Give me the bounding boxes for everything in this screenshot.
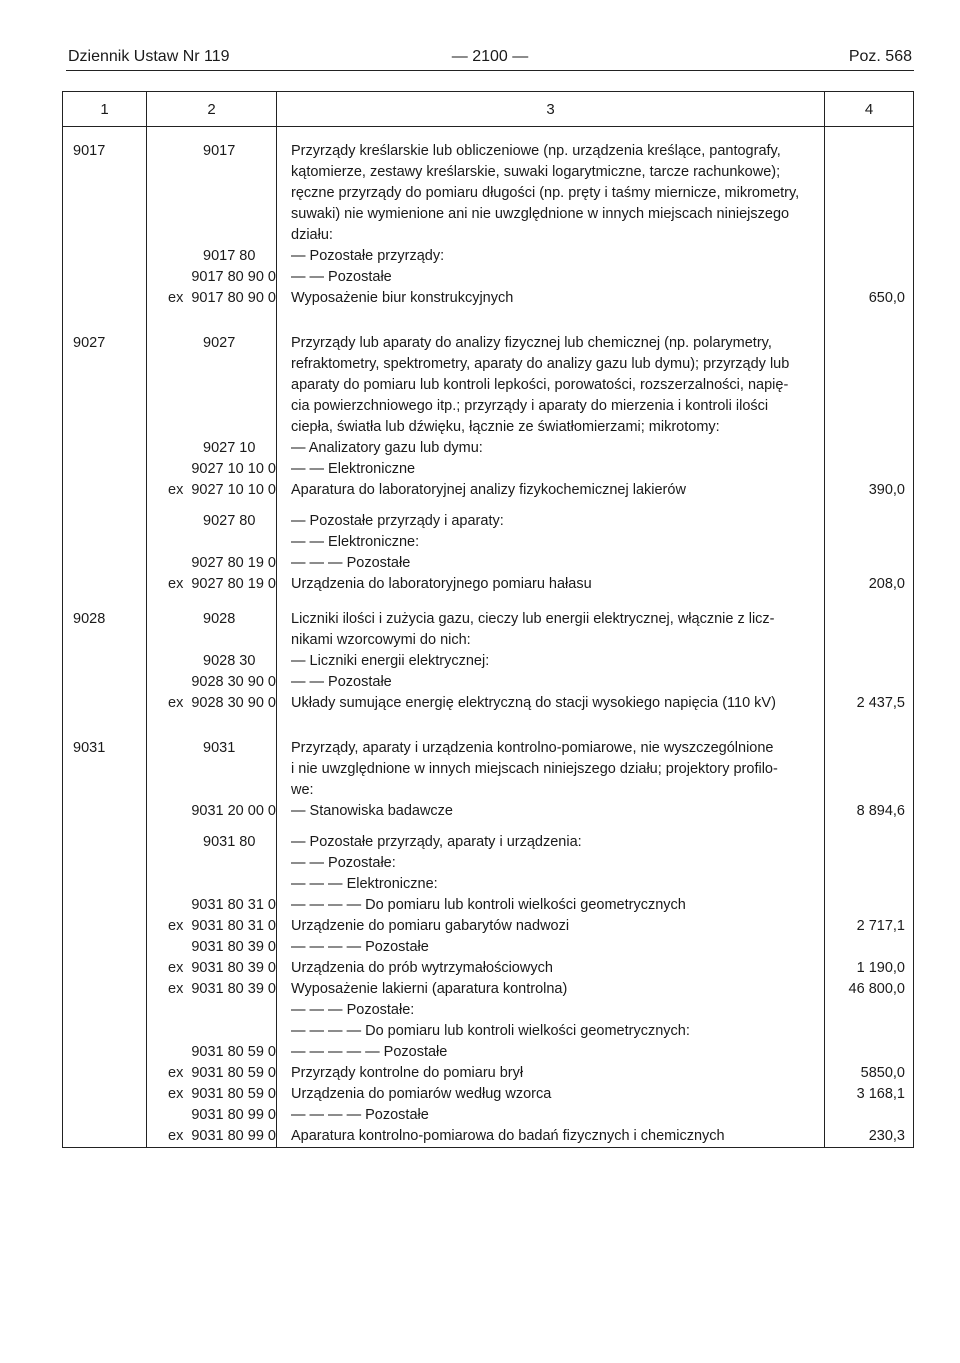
code-cell xyxy=(147,832,277,937)
heading-number: 9031 xyxy=(73,740,106,756)
ex-marker: ex xyxy=(168,1128,184,1144)
heading-number xyxy=(73,832,146,853)
code-cell xyxy=(147,511,277,595)
description-line: — — — — — Pozostałe xyxy=(291,1044,448,1060)
description-line: — — Pozostałe xyxy=(291,269,392,285)
ex-marker xyxy=(147,141,203,162)
code-line xyxy=(147,553,276,574)
table-group xyxy=(63,127,914,320)
description-line: we: xyxy=(291,782,314,798)
ex-marker xyxy=(147,333,203,354)
heading-cell xyxy=(63,319,147,511)
description-line: ręczne przyrządy do pomiaru długości (np. pręty i taśmy miernicze, mikrometry, xyxy=(291,185,800,201)
ex-marker xyxy=(147,895,191,916)
code-cell xyxy=(147,127,277,320)
description-line: Urządzenia do laboratoryjnego pomiaru hałasu xyxy=(291,576,592,592)
tariff-code: 9031 80 99 0 xyxy=(191,1107,276,1123)
rate-value xyxy=(825,204,905,225)
code-line xyxy=(147,1126,276,1147)
description-cell xyxy=(277,832,825,937)
ex-marker xyxy=(147,780,203,801)
tariff-code xyxy=(203,162,276,183)
ex-marker: ex xyxy=(168,482,184,498)
description-line: Aparatura kontrolno-pomiarowa do badań fizycznych i chemicznych xyxy=(291,1128,725,1144)
tariff-code xyxy=(203,183,276,204)
description-line: — — Pozostałe: xyxy=(291,855,396,871)
rate-cell xyxy=(825,511,914,595)
code-line xyxy=(147,672,276,693)
ex-marker xyxy=(147,801,191,822)
rate-value xyxy=(825,183,905,204)
description-cell xyxy=(277,1000,825,1084)
code-line xyxy=(147,417,276,438)
code-line xyxy=(147,630,276,651)
ex-marker xyxy=(147,651,203,672)
description-line: — — — Pozostałe xyxy=(291,555,411,571)
ex-marker xyxy=(147,162,203,183)
rate-value xyxy=(825,1042,905,1063)
tariff-code: 9031 80 39 0 xyxy=(191,960,276,976)
description-line: — — Pozostałe xyxy=(291,674,392,690)
ex-marker: ex xyxy=(168,918,184,934)
description-line: — Analizatory gazu lub dymu: xyxy=(291,440,483,456)
tariff-code: 9027 xyxy=(203,335,236,351)
code-line xyxy=(147,609,276,630)
rate-cell xyxy=(825,127,914,320)
code-line xyxy=(147,459,276,480)
rate-cell xyxy=(825,319,914,511)
description-line: aparaty do pomiaru lub kontroli lepkości, porowatości, rozszerzalności, napię- xyxy=(291,377,789,393)
heading-number xyxy=(73,937,146,958)
tariff-code: 9027 10 10 0 xyxy=(191,461,276,477)
ex-marker xyxy=(147,438,203,459)
tariff-code: 9031 80 31 0 xyxy=(191,918,276,934)
heading-cell xyxy=(63,979,147,1000)
code-cell xyxy=(147,979,277,1000)
rate-value xyxy=(825,630,905,651)
code-cell xyxy=(147,319,277,511)
table-group xyxy=(63,1105,914,1148)
rate-value xyxy=(825,874,905,895)
description-line: — — Elektroniczne: xyxy=(291,534,420,550)
ex-marker: ex xyxy=(168,290,184,306)
rate-value xyxy=(825,895,905,916)
tariff-table xyxy=(62,91,914,1148)
tariff-code xyxy=(203,1000,276,1021)
description-cell xyxy=(277,1084,825,1105)
code-line xyxy=(147,832,276,853)
journal-title: Dziennik Ustaw Nr 119 xyxy=(68,48,230,65)
rate-value xyxy=(825,1000,905,1021)
tariff-code xyxy=(203,759,276,780)
code-line xyxy=(147,333,276,354)
code-line xyxy=(147,480,276,501)
code-line xyxy=(147,853,276,874)
code-line xyxy=(147,958,276,979)
rate-value xyxy=(825,853,905,874)
heading-number xyxy=(73,1084,146,1105)
rate-value: 1 190,0 xyxy=(856,960,905,976)
ex-marker xyxy=(147,738,203,759)
ex-marker xyxy=(147,672,191,693)
rate-value xyxy=(825,162,905,183)
description-cell xyxy=(277,1105,825,1148)
rate-value xyxy=(825,553,905,574)
code-line xyxy=(147,162,276,183)
rate-value: 650,0 xyxy=(868,290,905,306)
rate-value xyxy=(825,333,905,354)
ex-marker xyxy=(147,1105,191,1126)
rate-cell xyxy=(825,1105,914,1148)
description-cell xyxy=(277,937,825,979)
table-group xyxy=(63,1084,914,1105)
ex-marker xyxy=(147,532,203,553)
rate-cell xyxy=(825,937,914,979)
ex-marker: ex xyxy=(168,981,184,997)
ex-marker xyxy=(147,832,203,853)
description-line: — — Elektroniczne xyxy=(291,461,416,477)
tariff-code: 9017 80 xyxy=(203,248,256,264)
code-line xyxy=(147,574,276,595)
tariff-code xyxy=(203,780,276,801)
column-header-row xyxy=(63,92,914,127)
code-line xyxy=(147,651,276,672)
rate-value xyxy=(825,1105,905,1126)
tariff-code: 9028 30 90 0 xyxy=(191,674,276,690)
table-group xyxy=(63,937,914,979)
code-line xyxy=(147,511,276,532)
tariff-code xyxy=(203,532,276,553)
ex-marker xyxy=(147,225,203,246)
heading-cell xyxy=(63,937,147,979)
heading-number xyxy=(73,979,146,1000)
rate-value: 230,3 xyxy=(868,1128,905,1144)
code-line xyxy=(147,532,276,553)
rate-value xyxy=(825,937,905,958)
tariff-code xyxy=(203,853,276,874)
description-line: Przyrządy kreślarskie lub obliczeniowe (np. urządzenia kreślące, pantografy, xyxy=(291,143,781,159)
tariff-code xyxy=(203,225,276,246)
ex-marker xyxy=(147,417,203,438)
description-line: refraktometry, spektrometry, aparaty do analizy gazu lub dymu); przyrządy lub xyxy=(291,356,790,372)
rate-value xyxy=(825,396,905,417)
tariff-code: 9027 10 10 0 xyxy=(191,482,276,498)
description-line: — — — — Do pomiaru lub kontroli wielkości geometrycznych: xyxy=(291,1023,690,1039)
code-line xyxy=(147,1063,276,1084)
code-line xyxy=(147,1021,276,1042)
rate-value xyxy=(825,246,905,267)
rate-value xyxy=(825,459,905,480)
column-header-3: 3 xyxy=(277,92,825,127)
ex-marker xyxy=(147,354,203,375)
rate-value: 8 894,6 xyxy=(856,803,905,819)
rate-value: 208,0 xyxy=(868,576,905,592)
tariff-code: 9031 80 59 0 xyxy=(191,1086,276,1102)
description-line: działu: xyxy=(291,227,333,243)
rate-value xyxy=(825,375,905,396)
description-cell xyxy=(277,724,825,832)
ex-marker xyxy=(147,553,191,574)
table-group xyxy=(63,979,914,1000)
tariff-code: 9017 80 90 0 xyxy=(191,269,276,285)
code-line xyxy=(147,375,276,396)
tariff-code xyxy=(203,354,276,375)
ex-marker xyxy=(147,1021,203,1042)
tariff-code: 9031 80 xyxy=(203,834,256,850)
ex-marker: ex xyxy=(168,695,184,711)
tariff-code: 9027 80 19 0 xyxy=(191,555,276,571)
code-line xyxy=(147,1105,276,1126)
ex-marker: ex xyxy=(168,1065,184,1081)
code-line xyxy=(147,874,276,895)
rate-value xyxy=(825,780,905,801)
description-line: Układy sumujące energię elektryczną do stacji wysokiego napięcia (110 kV) xyxy=(291,695,776,711)
code-line xyxy=(147,738,276,759)
code-line xyxy=(147,895,276,916)
ex-marker xyxy=(147,375,203,396)
tariff-code: 9027 80 19 0 xyxy=(191,576,276,592)
description-cell xyxy=(277,979,825,1000)
column-header-4: 4 xyxy=(825,92,914,127)
rate-value: 46 800,0 xyxy=(848,981,905,997)
ex-marker xyxy=(147,853,203,874)
ex-marker: ex xyxy=(168,1086,184,1102)
rate-value xyxy=(825,1021,905,1042)
rate-cell xyxy=(825,1084,914,1105)
tariff-code: 9027 10 xyxy=(203,440,256,456)
table-group xyxy=(63,724,914,832)
page-header xyxy=(66,40,914,71)
ex-marker xyxy=(147,511,203,532)
code-line xyxy=(147,246,276,267)
heading-cell xyxy=(63,511,147,595)
code-line xyxy=(147,759,276,780)
description-cell xyxy=(277,127,825,320)
ex-marker xyxy=(147,874,203,895)
code-line xyxy=(147,354,276,375)
ex-marker xyxy=(147,267,191,288)
tariff-code: 9031 80 59 0 xyxy=(191,1065,276,1081)
rate-cell xyxy=(825,724,914,832)
rate-value xyxy=(825,672,905,693)
rate-value xyxy=(825,832,905,853)
ex-marker: ex xyxy=(168,576,184,592)
ex-marker xyxy=(147,459,191,480)
heading-number xyxy=(73,1000,146,1021)
description-line: Przyrządy, aparaty i urządzenia kontrolno-pomiarowe, nie wyszczególnione xyxy=(291,740,774,756)
description-line: — Pozostałe przyrządy i aparaty: xyxy=(291,513,504,529)
rate-value: 2 437,5 xyxy=(856,695,905,711)
code-line xyxy=(147,801,276,822)
ex-marker xyxy=(147,937,191,958)
code-line xyxy=(147,780,276,801)
tariff-code xyxy=(203,204,276,225)
ex-marker: ex xyxy=(168,960,184,976)
heading-number: 9028 xyxy=(73,611,106,627)
code-line xyxy=(147,183,276,204)
tariff-code: 9028 xyxy=(203,611,236,627)
description-cell xyxy=(277,595,825,724)
tariff-code: 9017 xyxy=(203,143,236,159)
heading-cell xyxy=(63,1084,147,1105)
heading-number: 9027 xyxy=(73,335,106,351)
rate-value xyxy=(825,354,905,375)
heading-number xyxy=(73,511,146,532)
code-line xyxy=(147,937,276,958)
ex-marker xyxy=(147,204,203,225)
description-line: Urządzenia do pomiarów według wzorca xyxy=(291,1086,552,1102)
code-line xyxy=(147,288,276,309)
code-line xyxy=(147,693,276,714)
heading-number: 9017 xyxy=(73,143,106,159)
code-cell xyxy=(147,937,277,979)
column-header-2: 2 xyxy=(147,92,277,127)
ex-marker xyxy=(147,630,203,651)
table-group xyxy=(63,511,914,595)
ex-marker xyxy=(147,1042,191,1063)
tariff-code xyxy=(203,396,276,417)
description-line: Aparatura do laboratoryjnej analizy fizykochemicznej lakierów xyxy=(291,482,686,498)
code-line xyxy=(147,916,276,937)
description-line: suwaki) nie wymienione ani nie uwzględnione w innych miejscach niniejszego xyxy=(291,206,790,222)
ex-marker xyxy=(147,396,203,417)
rate-value xyxy=(825,609,905,630)
rate-cell xyxy=(825,979,914,1000)
rate-value xyxy=(825,417,905,438)
tariff-code: 9031 80 31 0 xyxy=(191,897,276,913)
table-group xyxy=(63,1000,914,1084)
description-line: — Pozostałe przyrządy: xyxy=(291,248,445,264)
rate-value: 3 168,1 xyxy=(856,1086,905,1102)
code-line xyxy=(147,204,276,225)
tariff-code xyxy=(203,417,276,438)
rate-cell xyxy=(825,832,914,937)
tariff-code xyxy=(203,630,276,651)
ex-marker xyxy=(147,759,203,780)
description-line: — Liczniki energii elektrycznej: xyxy=(291,653,490,669)
description-line: — — — — Pozostałe xyxy=(291,1107,429,1123)
code-line xyxy=(147,1000,276,1021)
tariff-code xyxy=(203,874,276,895)
rate-value: 5850,0 xyxy=(860,1065,905,1081)
code-line xyxy=(147,438,276,459)
rate-value xyxy=(825,438,905,459)
rate-value: 2 717,1 xyxy=(856,918,905,934)
heading-cell xyxy=(63,1105,147,1148)
description-line: Wyposażenie lakierni (aparatura kontrolna) xyxy=(291,981,568,997)
rate-value xyxy=(825,267,905,288)
description-line: — — — — Do pomiaru lub kontroli wielkości geometrycznych xyxy=(291,897,686,913)
description-line: Przyrządy kontrolne do pomiaru brył xyxy=(291,1065,524,1081)
description-line: Wyposażenie biur konstrukcyjnych xyxy=(291,290,514,306)
code-line xyxy=(147,267,276,288)
heading-cell xyxy=(63,832,147,937)
rate-value xyxy=(825,759,905,780)
position-number: Poz. 568 xyxy=(848,48,912,65)
description-line: — — — Elektroniczne: xyxy=(291,876,438,892)
ex-marker xyxy=(147,183,203,204)
tariff-code xyxy=(203,1021,276,1042)
table-group xyxy=(63,319,914,511)
code-line xyxy=(147,1042,276,1063)
description-line: — — — Pozostałe: xyxy=(291,1002,415,1018)
table-group xyxy=(63,832,914,937)
ex-marker xyxy=(147,1000,203,1021)
description-line: cia powierzchniowego itp.; przyrządy i aparaty do mierzenia i kontroli ilości xyxy=(291,398,769,414)
tariff-code: 9031 20 00 0 xyxy=(191,803,276,819)
code-cell xyxy=(147,724,277,832)
heading-number xyxy=(73,1105,146,1126)
description-line: nikami wzorcowymi do nich: xyxy=(291,632,471,648)
description-line: — Stanowiska badawcze xyxy=(291,803,453,819)
description-cell xyxy=(277,319,825,511)
column-header-1: 1 xyxy=(63,92,147,127)
code-line xyxy=(147,979,276,1000)
tariff-code: 9028 30 90 0 xyxy=(191,695,276,711)
description-line: — — — — Pozostałe xyxy=(291,939,429,955)
code-cell xyxy=(147,1084,277,1105)
heading-cell xyxy=(63,595,147,724)
rate-value xyxy=(825,141,905,162)
tariff-code: 9017 80 90 0 xyxy=(191,290,276,306)
rate-value xyxy=(825,738,905,759)
rate-value: 390,0 xyxy=(868,482,905,498)
rate-value xyxy=(825,532,905,553)
heading-cell xyxy=(63,724,147,832)
description-line: kątomierze, zestawy kreślarskie, suwaki logarytmiczne, tarcze rachunkowe); xyxy=(291,164,781,180)
page-number: — 2100 — xyxy=(451,48,529,65)
code-line xyxy=(147,1084,276,1105)
description-line: ciepła, światła lub dźwięku, łącznie ze światłomierzami; mikrotomy: xyxy=(291,419,720,435)
tariff-code: 9031 80 59 0 xyxy=(191,1044,276,1060)
table-group xyxy=(63,595,914,724)
tariff-code: 9031 80 39 0 xyxy=(191,939,276,955)
tariff-code: 9031 xyxy=(203,740,236,756)
description-cell xyxy=(277,511,825,595)
heading-cell xyxy=(63,1000,147,1084)
code-line xyxy=(147,396,276,417)
description-line: Urządzenie do pomiaru gabarytów nadwozi xyxy=(291,918,570,934)
rate-cell xyxy=(825,595,914,724)
code-cell xyxy=(147,1000,277,1084)
rate-value xyxy=(825,651,905,672)
tariff-code: 9028 30 xyxy=(203,653,256,669)
tariff-code: 9031 80 39 0 xyxy=(191,981,276,997)
rate-cell xyxy=(825,1000,914,1084)
rate-value xyxy=(825,225,905,246)
description-line: i nie uwzględnione w innych miejscach niniejszego działu; projektory profilo- xyxy=(291,761,778,777)
description-line: Liczniki ilości i zużycia gazu, cieczy lub energii elektrycznej, włącznie z licz- xyxy=(291,611,775,627)
ex-marker xyxy=(147,246,203,267)
tariff-code: 9031 80 99 0 xyxy=(191,1128,276,1144)
tariff-code: 9027 80 xyxy=(203,513,256,529)
description-line: Urządzenia do prób wytrzymałościowych xyxy=(291,960,553,976)
description-line: — Pozostałe przyrządy, aparaty i urządzenia: xyxy=(291,834,582,850)
code-line xyxy=(147,225,276,246)
rate-value xyxy=(825,511,905,532)
description-line: Przyrządy lub aparaty do analizy fizycznej lub chemicznej (np. polarymetry, xyxy=(291,335,772,351)
code-cell xyxy=(147,595,277,724)
code-line xyxy=(147,141,276,162)
code-cell xyxy=(147,1105,277,1148)
heading-cell xyxy=(63,127,147,320)
tariff-code xyxy=(203,375,276,396)
ex-marker xyxy=(147,609,203,630)
